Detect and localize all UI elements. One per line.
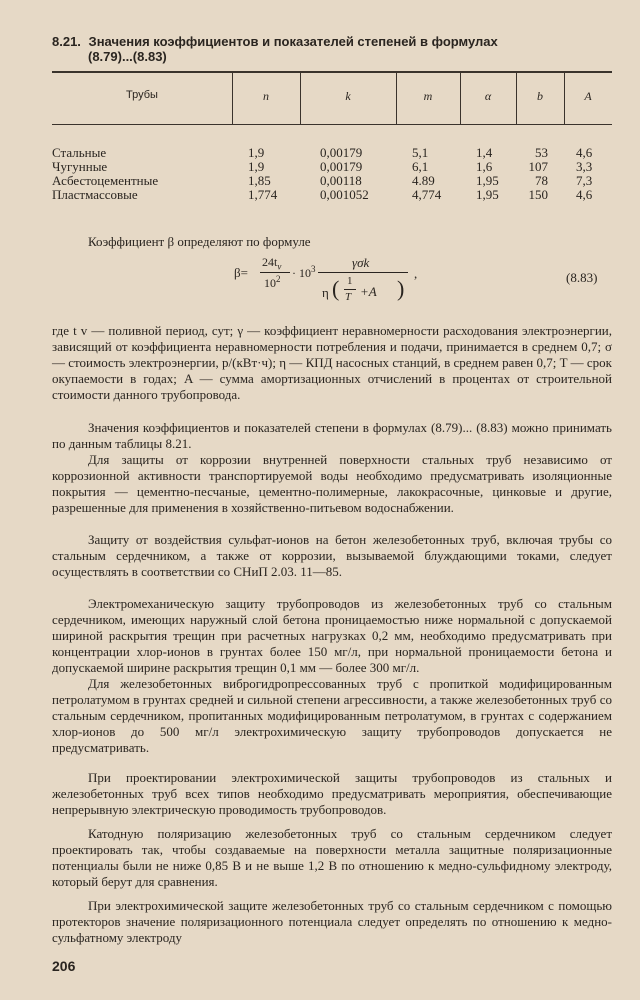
paragraph: Для железобетонных виброгидропрессованных труб с пропиткой модифицированным петролатумом в грунтах средней и сильной степени агрессивности, а также железобетонных труб со стальным сердечником, пропитанных модифицированным петролатумом, в грунтах с содержанием хлор-ионов до 500 мг/л электрохимическую защиту трубопроводов допускается не предусматривать. (52, 676, 612, 755)
paragraph: Катодную поляризацию железобетонных труб со стальным сердечником следует проектировать так, чтобы создаваемые на поверхности металла защитные поляризационные потенциалы были не ниже 0,85 В и не выше 1,2 В по отношению к медно-сульфидному электроду, который берут для сравнения. (52, 826, 612, 889)
table-caption-line2: (8.79)...(8.83) (88, 49, 167, 64)
formula-den2-num: 1 (347, 275, 353, 287)
cell-alpha: 1,4 (476, 145, 493, 160)
formula-num1: $24t_v$ (262, 255, 282, 272)
table-row (0, 174, 640, 188)
cell-k: 0,00179 (320, 145, 363, 160)
table-row (0, 160, 640, 174)
table-number: 8.21. (52, 34, 81, 49)
cell-n: 1,774 (248, 187, 278, 202)
formula-lhs: β= (234, 265, 248, 280)
paragraph: Для защиты от коррозии внутренней поверхности стальных труб независимо от коррозионной активности транспортируемой воды необходимо предусматривать изоляционные покрытия — цементно-песчаные, цементно-полимерные, лакокрасочные, цинковые и другие, разрешенные для применения в хозяйственно-питьевом водоснабжении. (52, 452, 612, 515)
table-row (0, 188, 640, 202)
cell-k: 0,001052 (320, 187, 369, 202)
page-number: 206 (52, 958, 76, 974)
formula-den2-eta: η (322, 285, 329, 300)
cell-b: 150 (528, 187, 548, 202)
formula-num2: γσk (352, 255, 370, 270)
formula-comma: , (414, 266, 418, 281)
formula-intro: Коэффициент β определяют по формуле (88, 234, 311, 249)
formula-den1: $10^2$ (264, 274, 281, 290)
table-caption-line1: Значения коэффициентов и показателей степеней в формулах (88, 34, 498, 49)
cell-m: 5,1 (412, 145, 429, 160)
formula-mid: · $10^3$ (292, 264, 316, 280)
cell-name: Пластмассовые (52, 187, 138, 202)
cell-b: 107 (528, 159, 548, 174)
table-row (0, 146, 640, 160)
fraction-line (344, 289, 356, 290)
table-caption (52, 34, 612, 64)
paragraph: где t v — поливной период, сут; γ — коэффициент неравномерности расходования электроэнергии, зависящий от коэффициента неравномерности потребления и подачи, принимается в среднем 0,7; σ — стоимость электроэнергии, р/(кВт·ч); η — КПД насосных станций, в среднем равен 0,7; T — срок окупаемости в годах; A — сумма амортизационных отчислений в процентах от строительной стоимости данного трубопровода. (52, 323, 612, 402)
paragraph: Защиту от воздействия сульфат-ионов на бетон железобетонных труб, включая трубы со стальным сердечником, а также от коррозии, вызываемой блуждающими токами, следует осуществлять в соответствии со СНиП 2.03. 11—85. (52, 532, 612, 579)
cell-alpha: 1,6 (476, 159, 493, 174)
cell-A: 4,6 (576, 145, 593, 160)
paragraph: Электромеханическую защиту трубопроводов из железобетонных труб со стальным сердечником, имеющих наружный слой бетона проницаемостью ниже нормальной с допускаемой шириной раскрытия трещин при расчетных нагрузках 0,2 мм, необходимо предусматривать при концентрации хлор-ионов в грунтах более 150 мг/л, при нормальной проницаемости бетона и допускаемой ширине раскрытия трещин 0,1 мм — более 300 мг/л. (52, 596, 612, 675)
header-b: b (537, 89, 543, 103)
cell-m: 4.89 (412, 173, 435, 188)
cell-b: 78 (535, 173, 548, 188)
equation-number: (8.83) (566, 270, 598, 285)
cell-alpha: 1,95 (476, 173, 499, 188)
cell-A: 7,3 (576, 173, 593, 188)
cell-A: 4,6 (576, 187, 593, 202)
cell-k: 0,00179 (320, 159, 363, 174)
cell-alpha: 1,95 (476, 187, 499, 202)
cell-n: 1,85 (248, 173, 271, 188)
header-n: n (263, 89, 269, 103)
cell-name: Асбестоцементные (52, 173, 159, 188)
cell-m: 6,1 (412, 159, 429, 174)
cell-b: 53 (535, 145, 548, 160)
header-A: A (584, 89, 592, 103)
formula-den2-den: T (345, 291, 352, 303)
cell-A: 3,3 (576, 159, 593, 174)
paragraph: При электрохимической защите железобетонных труб со стальным сердечником с помощью протекторов значение поляризационного потенциала следует определять по отношению к медно-сульфатному электроду (52, 898, 612, 945)
header-alpha: α (484, 89, 492, 103)
formula-den2-paren: ( (332, 276, 340, 301)
fraction-line (260, 272, 290, 273)
paragraph: Значения коэффициентов и показателей степени в формулах (8.79)... (8.83) можно принимать по данным таблицы 8.21. (52, 420, 612, 451)
cell-k: 0,00118 (320, 173, 362, 188)
cell-name: Стальные (52, 145, 107, 160)
cell-m: 4,774 (412, 187, 442, 202)
header-k: k (345, 89, 351, 103)
table-top-rule (52, 71, 612, 73)
fraction-line (318, 272, 408, 273)
formula-den2-tail: +A (360, 284, 377, 299)
cell-name: Чугунные (52, 159, 108, 174)
formula-den2-paren: ) (397, 276, 405, 301)
cell-n: 1,9 (248, 159, 265, 174)
header-pipes: Трубы (126, 89, 158, 101)
paragraph: При проектировании электрохимической защиты трубопроводов из стальных и железобетонных труб всех типов необходимо предусматривать мероприятия, обеспечивающие непрерывную электрическую проводимость трубопроводов. (52, 770, 612, 817)
table-header-rule (52, 124, 612, 125)
cell-n: 1,9 (248, 145, 265, 160)
header-m: m (423, 89, 433, 103)
